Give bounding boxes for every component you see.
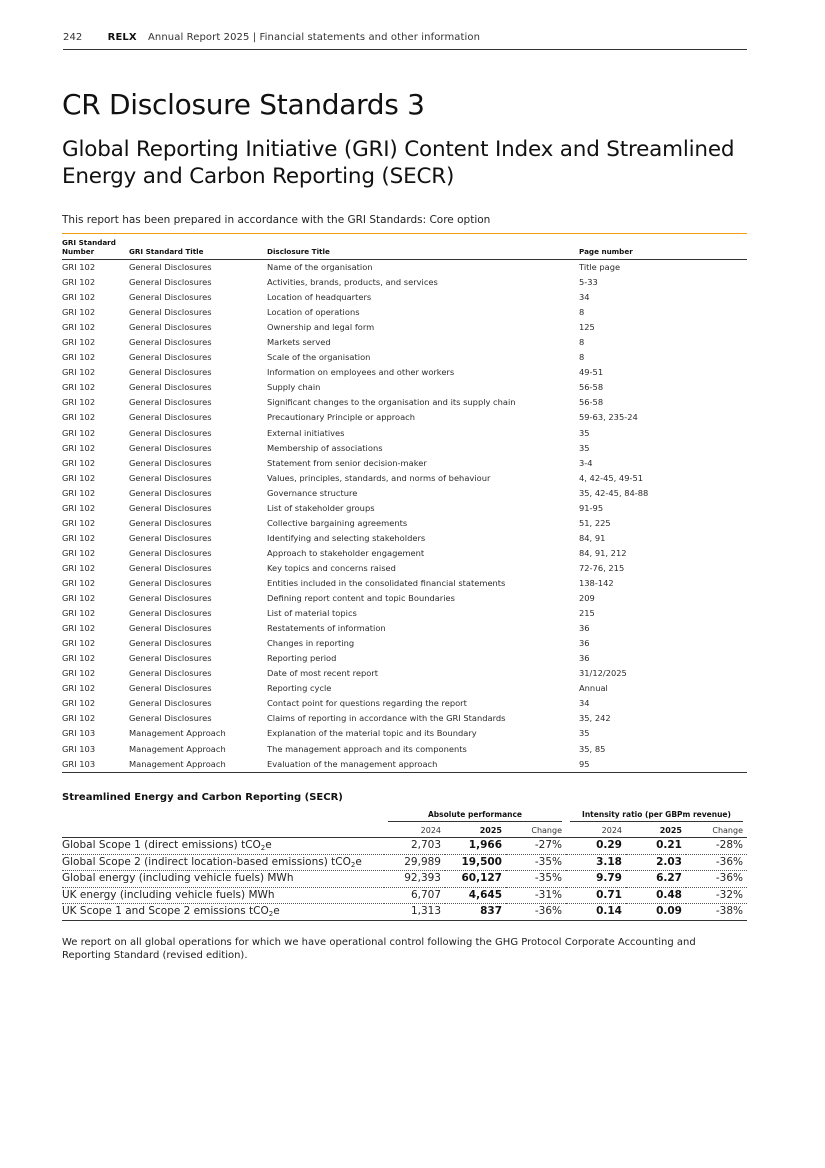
gri-cell-number: GRI 102 (62, 412, 96, 423)
table-row (62, 441, 747, 456)
secr-cell-abs2025: 4,645 (445, 887, 506, 904)
gri-cell-number: GRI 102 (62, 547, 96, 558)
table-row (62, 531, 747, 546)
gri-header-row (62, 238, 747, 260)
gri-cell-page: Annual (579, 683, 608, 694)
gri-cell-disclosure: Markets served (267, 337, 331, 348)
gri-cell-title: General Disclosures (129, 337, 212, 348)
gri-cell-page: 35, 242 (579, 713, 611, 724)
gri-cell-page: 35, 42-45, 84-88 (579, 487, 649, 498)
table-row (62, 666, 747, 681)
secr-cell-abschg: -27% (506, 838, 566, 855)
table-row (62, 320, 747, 335)
gri-col-title: GRI Standard Title (129, 238, 267, 260)
gri-cell-number: GRI 102 (62, 593, 96, 604)
table-row (62, 742, 747, 757)
footnote: We report on all global operations for which we have operational control following the GHG Protocol Corporate Accounting and Reporting Standard (revised edition). (62, 937, 696, 961)
gri-cell-number: GRI 102 (62, 277, 96, 288)
gri-cell-page: 8 (579, 307, 585, 318)
gri-cell-disclosure: External initiatives (267, 427, 345, 438)
table-row (62, 290, 747, 305)
gri-cell-page: 5-33 (579, 277, 598, 288)
gri-cell-title: General Disclosures (129, 457, 212, 468)
secr-cell-abs2025: 60,127 (445, 871, 506, 888)
gri-cell-disclosure: Defining report content and topic Boundaries (267, 593, 455, 604)
running-header (63, 32, 747, 43)
gri-cell-disclosure: Governance structure (267, 487, 358, 498)
gri-cell-title: General Disclosures (129, 442, 212, 453)
gri-cell-page: 31/12/2025 (579, 668, 627, 679)
gri-cell-title: General Disclosures (129, 412, 212, 423)
gri-cell-page: 138-142 (579, 578, 614, 588)
gri-cell-page: 34 (579, 698, 590, 709)
gri-cell-title: General Disclosures (129, 352, 212, 363)
gri-cell-disclosure: Reporting cycle (267, 683, 332, 694)
gri-cell-title: General Disclosures (129, 547, 212, 558)
table-row (62, 757, 747, 773)
section-title: Annual Report 2025 | Financial statements and other information (147, 32, 481, 43)
gri-cell-disclosure: Membership of associations (267, 442, 383, 453)
gri-cell-disclosure: Restatements of information (267, 623, 386, 634)
gri-content-index-table (62, 238, 747, 773)
secr-cell-abs2024: 2,703 (384, 838, 445, 855)
gri-cell-page: 4, 42-45, 49-51 (579, 472, 644, 483)
intro-text: This report has been prepared in accordance with the GRI Standards: Core option (62, 214, 491, 226)
table-row (62, 838, 747, 855)
gri-cell-page: 34 (579, 292, 590, 303)
secr-cell-int2024: 0.29 (566, 838, 626, 855)
gri-cell-title: General Disclosures (129, 562, 212, 573)
gri-cell-title: General Disclosures (129, 623, 212, 634)
gri-cell-page: 51, 225 (579, 517, 611, 528)
table-row (62, 275, 747, 290)
gri-cell-title: General Disclosures (129, 322, 212, 333)
secr-cell-abschg: -35% (506, 871, 566, 888)
gri-cell-disclosure: List of stakeholder groups (267, 502, 375, 513)
gri-cell-page: 84, 91 (579, 532, 606, 543)
secr-cell-abs2025: 837 (445, 904, 506, 921)
secr-abs-2024-header: 2024 (384, 824, 445, 838)
gri-cell-title: General Disclosures (129, 608, 212, 619)
table-row (62, 726, 747, 741)
gri-cell-disclosure: The management approach and its components (267, 743, 467, 754)
secr-abs-change-header: Change (506, 824, 566, 838)
header-divider (63, 49, 747, 50)
gri-cell-number: GRI 102 (62, 472, 96, 483)
gri-cell-number: GRI 102 (62, 307, 96, 318)
secr-cell-int2024: 3.18 (566, 854, 626, 871)
gri-cell-number: GRI 102 (62, 487, 96, 498)
table-row (62, 681, 747, 696)
gri-cell-number: GRI 102 (62, 427, 96, 438)
gri-cell-page: 8 (579, 352, 585, 363)
gri-cell-title: General Disclosures (129, 427, 212, 438)
secr-cell-int2025: 0.48 (626, 887, 686, 904)
table-row (62, 711, 747, 726)
gri-cell-title: General Disclosures (129, 698, 212, 709)
gri-cell-page: 125 (579, 322, 595, 333)
brand-name: RELX (107, 32, 137, 43)
gri-cell-disclosure: Key topics and concerns raised (267, 562, 396, 573)
secr-cell-intchg: -36% (686, 854, 747, 871)
gri-cell-page: 84, 91, 212 (579, 547, 627, 558)
gri-cell-number: GRI 102 (62, 698, 96, 709)
table-row (62, 471, 747, 486)
page-subtitle: Global Reporting Initiative (GRI) Content Index and Streamlined Energy and Carbon Reporting (SECR) (62, 137, 735, 189)
secr-cell-intchg: -38% (686, 904, 747, 921)
page-number: 242 (63, 32, 83, 43)
secr-cell-abschg: -35% (506, 854, 566, 871)
table-row (62, 335, 747, 350)
secr-metric-label: UK Scope 1 and Scope 2 emissions tCO$_2$e (62, 904, 384, 921)
gri-cell-disclosure: Explanation of the material topic and its Boundary (267, 728, 477, 739)
secr-int-2024-header: 2024 (566, 824, 626, 838)
secr-group-intensity: Intensity ratio (per GBPm revenue) (566, 810, 747, 824)
table-row (62, 621, 747, 636)
gri-cell-number: GRI 102 (62, 397, 96, 408)
gri-cell-disclosure: Location of headquarters (267, 292, 372, 303)
table-row (62, 561, 747, 576)
gri-cell-number: GRI 102 (62, 457, 96, 468)
secr-cell-abs2024: 1,313 (384, 904, 445, 921)
gri-cell-disclosure: List of material topics (267, 608, 357, 619)
gri-cell-number: GRI 102 (62, 292, 96, 303)
gri-cell-title: General Disclosures (129, 382, 212, 393)
gri-cell-page: 56-58 (579, 397, 604, 408)
table-row (62, 651, 747, 666)
gri-cell-number: GRI 103 (62, 757, 129, 773)
gri-cell-page: 3-4 (579, 457, 593, 468)
gri-cell-disclosure: Activities, brands, products, and services (267, 277, 438, 288)
table-row (62, 546, 747, 561)
gri-cell-disclosure: Date of most recent report (267, 668, 378, 679)
secr-heading: Streamlined Energy and Carbon Reporting (SECR) (62, 792, 343, 803)
gri-cell-page: 59-63, 235-24 (579, 412, 638, 423)
secr-group-row (62, 810, 747, 824)
secr-cell-int2025: 2.03 (626, 854, 686, 871)
gri-cell-disclosure: Approach to stakeholder engagement (267, 547, 425, 558)
secr-cell-intchg: -32% (686, 887, 747, 904)
secr-metric-label: Global Scope 2 (indirect location-based emissions) tCO$_2$e (62, 854, 384, 871)
gri-cell-title: General Disclosures (129, 472, 212, 483)
secr-cell-abs2024: 92,393 (384, 871, 445, 888)
gri-cell-page: 56-58 (579, 382, 604, 393)
page-title: CR Disclosure Standards 3 (62, 88, 425, 121)
gri-cell-disclosure: Location of operations (267, 307, 360, 318)
gri-cell-disclosure: Reporting period (267, 653, 337, 664)
secr-cell-abschg: -36% (506, 904, 566, 921)
gri-cell-page: 36 (579, 653, 590, 664)
gri-cell-page: 95 (579, 757, 747, 773)
gri-cell-title: Management Approach (129, 757, 267, 773)
gri-cell-title: Management Approach (129, 743, 226, 754)
secr-int-change-header: Change (686, 824, 747, 838)
gri-col-page: Page number (579, 238, 747, 260)
secr-table-body (62, 838, 747, 921)
table-row (62, 260, 747, 276)
gri-cell-title: General Disclosures (129, 307, 212, 318)
gri-cell-page: 215 (579, 608, 595, 619)
gri-cell-page: 36 (579, 623, 590, 634)
gri-cell-disclosure: Precautionary Principle or approach (267, 412, 415, 423)
gri-cell-number: GRI 102 (62, 352, 96, 363)
gri-cell-page: 49-51 (579, 367, 604, 378)
table-row (62, 395, 747, 410)
table-row (62, 696, 747, 711)
gri-cell-number: GRI 102 (62, 562, 96, 573)
table-row (62, 636, 747, 651)
gri-cell-number: GRI 102 (62, 668, 96, 679)
secr-table (62, 810, 747, 921)
gri-cell-title: General Disclosures (129, 668, 212, 679)
gri-cell-disclosure: Scale of the organisation (267, 352, 371, 363)
gri-cell-disclosure: Information on employees and other workers (267, 367, 455, 378)
gri-col-number: GRI Standard Number (62, 238, 129, 260)
accent-divider (62, 233, 747, 234)
secr-cell-intchg: -36% (686, 871, 747, 888)
gri-cell-title: General Disclosures (129, 683, 212, 694)
gri-cell-title: General Disclosures (129, 578, 212, 588)
gri-cell-number: GRI 102 (62, 502, 96, 513)
table-row (62, 576, 747, 591)
secr-metric-label: Global energy (including vehicle fuels) MWh (62, 871, 384, 888)
gri-cell-title: General Disclosures (129, 593, 212, 604)
gri-cell-number: GRI 102 (62, 578, 96, 588)
secr-group-absolute: Absolute performance (384, 810, 566, 824)
secr-cell-int2025: 6.27 (626, 871, 686, 888)
table-row (62, 871, 747, 888)
secr-cell-int2024: 9.79 (566, 871, 626, 888)
table-row (62, 365, 747, 380)
gri-cell-page: 8 (579, 337, 585, 348)
gri-cell-title: General Disclosures (129, 638, 212, 649)
gri-cell-page: 35 (579, 442, 590, 453)
table-row (62, 887, 747, 904)
secr-cell-int2024: 0.14 (566, 904, 626, 921)
gri-cell-title: General Disclosures (129, 517, 212, 528)
gri-col-disclosure: Disclosure Title (267, 238, 579, 260)
gri-cell-number: GRI 102 (62, 532, 96, 543)
gri-cell-page: Title page (579, 262, 621, 273)
gri-cell-number: GRI 102 (62, 382, 96, 393)
table-row (62, 350, 747, 365)
table-row (62, 854, 747, 871)
gri-cell-page: 91-95 (579, 502, 604, 513)
gri-cell-number: GRI 102 (62, 713, 96, 724)
gri-cell-disclosure: Entities included in the consolidated financial statements (267, 578, 506, 588)
table-row (62, 410, 747, 425)
gri-cell-page: 35 (579, 728, 590, 739)
secr-int-2025-header: 2025 (626, 824, 686, 838)
gri-cell-disclosure: Claims of reporting in accordance with the GRI Standards (267, 713, 506, 724)
gri-cell-title: General Disclosures (129, 502, 212, 513)
gri-cell-disclosure: Values, principles, standards, and norms of behaviour (267, 472, 491, 483)
gri-cell-page: 35, 85 (579, 743, 606, 754)
gri-cell-title: General Disclosures (129, 367, 212, 378)
table-row (62, 305, 747, 320)
secr-cell-abs2024: 6,707 (384, 887, 445, 904)
secr-cell-abs2025: 19,500 (445, 854, 506, 871)
table-row (62, 380, 747, 395)
secr-abs-2025-header: 2025 (445, 824, 506, 838)
gri-table-body (62, 260, 747, 773)
gri-cell-title: General Disclosures (129, 262, 212, 273)
gri-cell-page: 72-76, 215 (579, 562, 625, 573)
secr-cell-abs2024: 29,989 (384, 854, 445, 871)
secr-metric-label: Global Scope 1 (direct emissions) tCO$_2$e (62, 838, 384, 855)
gri-cell-number: GRI 102 (62, 608, 96, 619)
gri-cell-number: GRI 102 (62, 517, 96, 528)
gri-cell-disclosure: Statement from senior decision-maker (267, 457, 427, 468)
gri-cell-number: GRI 102 (62, 337, 96, 348)
gri-cell-title: General Disclosures (129, 292, 212, 303)
secr-cell-int2024: 0.71 (566, 887, 626, 904)
gri-cell-title: General Disclosures (129, 277, 212, 288)
gri-cell-disclosure: Name of the organisation (267, 262, 373, 273)
gri-cell-title: General Disclosures (129, 713, 212, 724)
table-row (62, 501, 747, 516)
gri-cell-disclosure: Contact point for questions regarding the report (267, 698, 467, 709)
gri-cell-disclosure: Ownership and legal form (267, 322, 375, 333)
secr-cell-int2025: 0.21 (626, 838, 686, 855)
gri-cell-number: GRI 103 (62, 728, 96, 739)
gri-cell-number: GRI 102 (62, 262, 96, 273)
gri-cell-number: GRI 102 (62, 623, 96, 634)
gri-cell-title: General Disclosures (129, 653, 212, 664)
table-row (62, 456, 747, 471)
gri-cell-number: GRI 102 (62, 683, 96, 694)
gri-cell-number: GRI 102 (62, 653, 96, 664)
table-row (62, 516, 747, 531)
table-row (62, 606, 747, 621)
gri-cell-title: Management Approach (129, 728, 226, 739)
table-row (62, 486, 747, 501)
gri-cell-disclosure: Collective bargaining agreements (267, 517, 408, 528)
gri-cell-disclosure: Evaluation of the management approach (267, 757, 579, 773)
gri-cell-number: GRI 102 (62, 367, 96, 378)
gri-cell-page: 209 (579, 593, 595, 604)
gri-cell-title: General Disclosures (129, 397, 212, 408)
table-row (62, 426, 747, 441)
gri-cell-disclosure: Identifying and selecting stakeholders (267, 532, 426, 543)
gri-cell-page: 36 (579, 638, 590, 649)
secr-cell-int2025: 0.09 (626, 904, 686, 921)
secr-cell-abschg: -31% (506, 887, 566, 904)
secr-cell-intchg: -28% (686, 838, 747, 855)
secr-metric-label: UK energy (including vehicle fuels) MWh (62, 887, 384, 904)
gri-cell-title: General Disclosures (129, 532, 212, 543)
gri-cell-disclosure: Significant changes to the organisation and its supply chain (267, 397, 516, 408)
secr-year-row (62, 824, 747, 838)
gri-cell-number: GRI 102 (62, 442, 96, 453)
gri-cell-disclosure: Supply chain (267, 382, 321, 393)
gri-cell-disclosure: Changes in reporting (267, 638, 355, 649)
secr-cell-abs2025: 1,966 (445, 838, 506, 855)
table-row (62, 591, 747, 606)
gri-cell-number: GRI 102 (62, 322, 96, 333)
gri-cell-number: GRI 102 (62, 638, 96, 649)
table-row (62, 904, 747, 921)
gri-cell-number: GRI 103 (62, 743, 96, 754)
gri-cell-page: 35 (579, 427, 590, 438)
gri-cell-title: General Disclosures (129, 487, 212, 498)
